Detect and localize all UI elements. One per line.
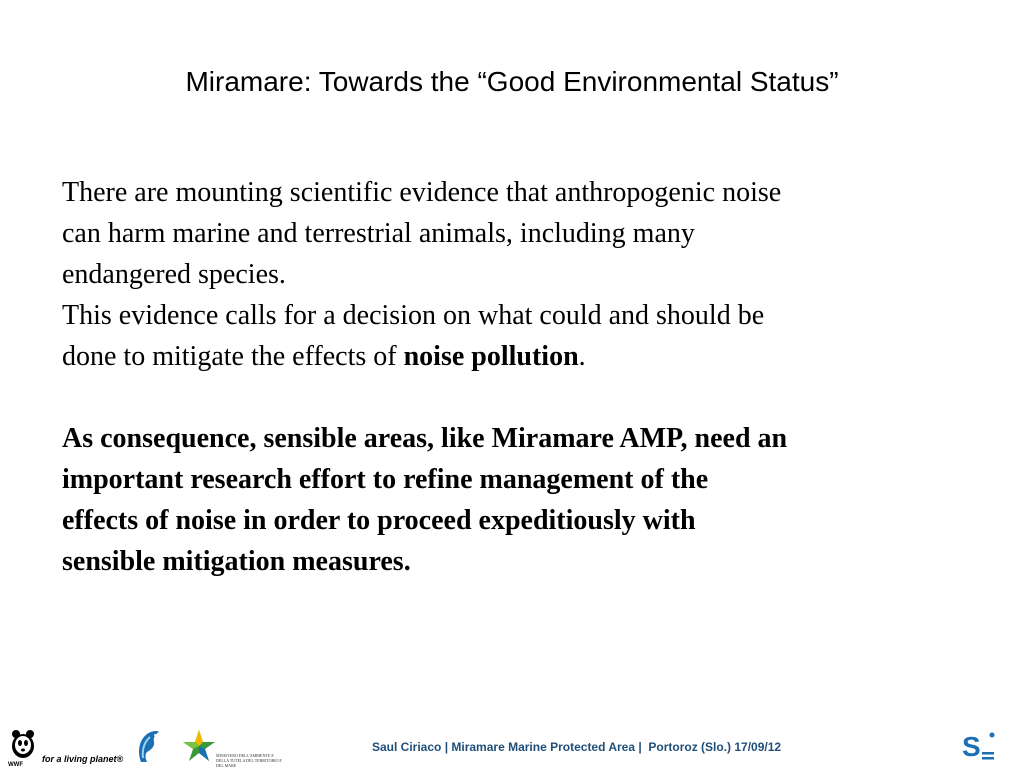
svg-text:S: S — [962, 731, 981, 762]
slide-title: Miramare: Towards the “Good Environmental Status” — [185, 66, 839, 97]
wwf-label: WWF — [8, 762, 23, 768]
wwf-tagline: for a living planet® — [42, 754, 124, 764]
para2-line2 — [62, 336, 962, 377]
para3-line1-text: As consequence, sensible areas, like Miramare AMP, need an — [62, 423, 788, 454]
para1-line2: can harm marine and terrestrial animals, including many — [62, 218, 695, 249]
slide-footer — [0, 720, 1024, 768]
para3-line4-text: sensible mitigation measures. — [62, 546, 411, 577]
para3-line2-text: important research effort to refine management of the — [62, 464, 709, 495]
s-brand-logo-icon — [960, 730, 998, 762]
para3-line4 — [62, 541, 962, 582]
para3-line3-text: effects of noise in order to proceed expeditiously with — [62, 505, 696, 536]
wwf-panda-logo-icon — [8, 728, 38, 760]
footer-credits: Saul Ciriaco | Miramare Marine Protected Area | Portoroz (Slo.) 17/09/12 — [372, 740, 782, 754]
paragraph-gap — [62, 377, 962, 418]
para3-line1 — [62, 418, 962, 459]
ministry-text: MINISTERO DELL'AMBIENTE E DELLA TUTELA DEL TERRITORIO E DEL MARE — [216, 753, 282, 768]
dolphin-logo-icon — [133, 728, 163, 764]
para1-line1: There are mounting scientific evidence that anthropogenic noise — [62, 177, 782, 208]
para2-suffix: . — [578, 341, 586, 372]
slide-body — [62, 172, 962, 582]
para2-line1: This evidence calls for a decision on what could and should be — [62, 300, 765, 331]
para2-prefix: done to mitigate the effects of — [62, 341, 404, 372]
ministry-star-logo-icon — [182, 728, 216, 764]
para3-line2 — [62, 459, 962, 500]
para1-line3: endangered species. — [62, 259, 286, 290]
noise-pollution-emphasis: noise pollution — [403, 341, 579, 372]
para3-line3 — [62, 500, 962, 541]
